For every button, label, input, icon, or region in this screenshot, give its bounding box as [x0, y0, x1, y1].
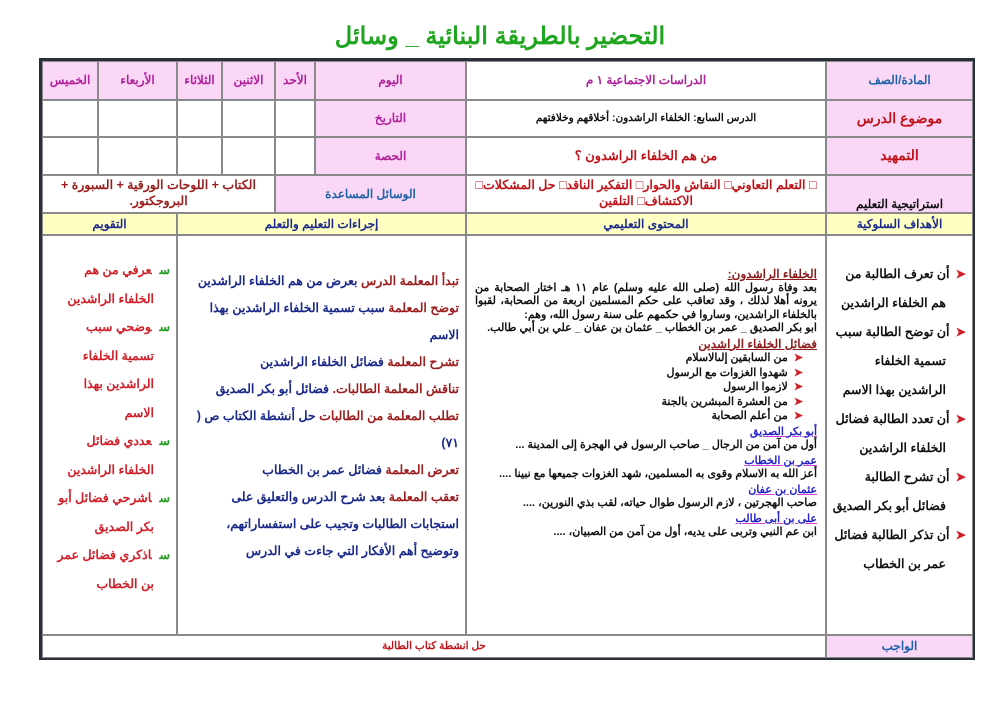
content-heading: الخلفاء الراشدون:: [727, 267, 817, 281]
day-1: الاثنين: [222, 61, 275, 100]
caliph-desc: أول من آمن من الرجال _ صاحب الرسول في الهجرة إلى المدينة ...: [515, 439, 817, 451]
caliph-name: على بن أبى طالب: [735, 512, 817, 525]
evaluation-list: [42, 235, 177, 635]
column-procedures: إجراءات التعليم والتعلم: [177, 213, 466, 235]
content-paragraph: ابو بكر الصديق _ عمر بن الخطاب _ عثمان بن عفان _ علي بن أبي طالب.: [487, 322, 817, 334]
virtue-item: ➤شهدوا الغزوات مع الرسول: [666, 366, 803, 379]
evaluation-line: الخلفاء الراشدين: [67, 291, 154, 306]
caliph-name: أبو بكر الصديق: [749, 425, 817, 438]
topic-value: الدرس السابع: الخلفاء الراشدون: أخلاقهم وخلافتهم: [466, 100, 826, 137]
objective-line: ➤أن تعدد الطالبة فضائل: [835, 412, 966, 426]
evaluation-line: سوضحي سبب: [85, 320, 170, 334]
aids-value: الكتاب + اللوحات الورقية + السبورة + البروجكتور.: [42, 175, 275, 213]
period-cell-0: [275, 137, 315, 175]
subject-value: الدراسات الاجتماعية ١ م: [466, 61, 826, 100]
day-0: الأحد: [275, 61, 315, 100]
caliph-desc: ابن عم النبي وتربى على يديه، أول من آمن من الصبيان، ....: [553, 526, 817, 538]
date-cell-2: [177, 100, 222, 137]
content-paragraph: بعد وفاة رسول الله (صلى الله عليه وسلم) عام ١١ هـ اختار الصحابة من يرونه أهلا لذلك ، وقد تعاقب على حكم المسلمين اربعة من الصحابة، لقبوا بالخلفاء الراشدين، وساروا في حكمهم على سنة رسول الله، وهم:: [475, 281, 817, 321]
page-title: التحضير بالطريقة البنائية _ وسائل: [334, 23, 666, 50]
procedure-line: استجابات الطالبات وتجيب على استفساراتهم،: [226, 517, 459, 531]
arrow-bullet-icon: ➤: [955, 412, 966, 426]
arrow-bullet-icon: ➤: [955, 325, 966, 339]
evaluation-line: تسمية الخلفاء: [82, 348, 154, 363]
caliph-name: عمر بن الخطاب: [744, 454, 817, 467]
day-2: الثلاثاء: [177, 61, 222, 100]
virtue-item: ➤من السابقين إلىالاسلام: [685, 352, 803, 364]
arrow-bullet-icon: ➤: [955, 267, 966, 281]
date-cell-1: [222, 100, 275, 137]
period-cell-3: [98, 137, 177, 175]
evaluation-line: ساذكري فضائل عمر: [57, 548, 170, 562]
evaluation-line: الاسم: [124, 405, 154, 420]
evaluation-line: بن الخطاب: [96, 576, 154, 591]
objective-line: الخلفاء الراشدين: [859, 441, 946, 455]
objective-line: هم الخلفاء الراشدين: [840, 296, 946, 310]
day-label: اليوم: [315, 61, 466, 100]
homework-value: حل انشطة كتاب الطالبة: [42, 635, 826, 658]
objective-line: تسمية الخلفاء: [874, 354, 946, 368]
column-content: المحتوى التعليمي: [466, 213, 826, 235]
evaluation-line: سعددي فضائل: [86, 434, 170, 448]
column-evaluation: التقويم: [42, 213, 177, 235]
procedures-list: [177, 235, 466, 635]
virtue-item: ➤من أعلم الصحابة: [711, 410, 803, 422]
objective-line: ➤أن تشرح الطالبة: [864, 470, 966, 484]
procedure-line: تناقش المعلمة الطالبات. فضائل أبو بكر الصديق: [215, 382, 459, 396]
objective-line: فضائل أبو بكر الصديق: [832, 499, 946, 513]
caliph-desc: صاحب الهجرتين ، لازم الرسول طوال حياته، لقب بذي النورين، ....: [522, 497, 817, 509]
intro-label: التمهيد: [826, 137, 973, 175]
procedure-line: تعقب المعلمة بعد شرح الدرس والتعليق على: [231, 490, 459, 504]
strategy-label: استراتيجية التعليم: [826, 175, 973, 213]
arrow-bullet-icon: ➤: [793, 395, 803, 408]
content-body: [466, 235, 826, 635]
day-3: الأربعاء: [98, 61, 177, 100]
procedure-line: الاسم: [429, 328, 459, 342]
procedure-line: ٧١): [441, 436, 459, 450]
virtue-item: ➤لازموا الرسول: [723, 381, 803, 393]
evaluation-line: الخلفاء الراشدين: [67, 462, 154, 477]
date-label: التاريخ: [315, 100, 466, 137]
period-cell-2: [177, 137, 222, 175]
procedure-line: توضح المعلمة سبب تسمية الخلفاء الراشدين بهذا: [209, 301, 459, 315]
caliph-desc: أعز الله به الاسلام وقوى به المسلمين، شهد الغزوات جميعها مع نبينا ....: [499, 468, 817, 480]
virtue-item: ➤من العشرة المبشرين بالجنة: [661, 395, 803, 408]
objective-line: ➤أن تعرف الطالبة من: [845, 267, 966, 281]
procedure-line: وتوضيح أهم الأفكار التي جاءت في الدرس: [245, 544, 459, 558]
arrow-bullet-icon: ➤: [955, 470, 966, 484]
evaluation-line: سعرفي من هم: [84, 263, 170, 277]
subject-label: المادة/الصف: [826, 61, 973, 100]
evaluation-line: ساشرحي فضائل أبو: [58, 491, 170, 505]
day-4: الخميس: [42, 61, 98, 100]
objectives-list: [826, 235, 973, 635]
evaluation-line: بكر الصديق: [94, 519, 154, 534]
homework-label: الواجب: [826, 635, 973, 658]
procedure-line: تعرض المعلمة فضائل عمر بن الخطاب: [262, 463, 459, 477]
date-cell-4: [42, 100, 98, 137]
arrow-bullet-icon: ➤: [793, 366, 803, 379]
procedure-line: تبدأ المعلمة الدرس بعرض من هم الخلفاء الراشدين: [197, 274, 459, 288]
period-label: الحصة: [315, 137, 466, 175]
period-cell-4: [42, 137, 98, 175]
topic-label: موضوع الدرس: [826, 100, 973, 137]
caliph-name: عثمان بن عفان: [748, 483, 817, 496]
period-cell-1: [222, 137, 275, 175]
date-cell-0: [275, 100, 315, 137]
aids-label: الوسائل المساعدة: [275, 175, 466, 213]
arrow-bullet-icon: ➤: [955, 528, 966, 542]
arrow-bullet-icon: ➤: [793, 410, 803, 422]
procedure-line: تشرح المعلمة فضائل الخلفاء الراشدين: [260, 355, 459, 369]
arrow-bullet-icon: ➤: [793, 352, 803, 364]
procedure-line: تطلب المعلمة من الطالبات حل أنشطة الكتاب ص (: [196, 409, 459, 423]
objective-line: ➤أن تذكر الطالبة فضائل: [834, 528, 966, 542]
content-heading: فضائل الخلفاء الراشدين: [698, 336, 817, 351]
intro-value: من هم الخلفاء الراشدون ؟: [466, 137, 826, 175]
objective-line: عمر بن الخطاب: [863, 557, 946, 571]
strategy-value: □ التعلم التعاوني□ النقاش والحوار□ التفكير الناقد□ حل المشكلات□ الاكتشاف□ التلقين: [466, 175, 826, 213]
date-cell-3: [98, 100, 177, 137]
objective-line: ➤أن توضح الطالبة سبب: [835, 325, 966, 339]
objective-line: الراشدين بهذا الاسم: [842, 383, 946, 397]
evaluation-line: الراشدين بهذا: [83, 377, 154, 391]
column-objectives: الأهداف السلوكية: [826, 213, 973, 235]
arrow-bullet-icon: ➤: [793, 381, 803, 393]
